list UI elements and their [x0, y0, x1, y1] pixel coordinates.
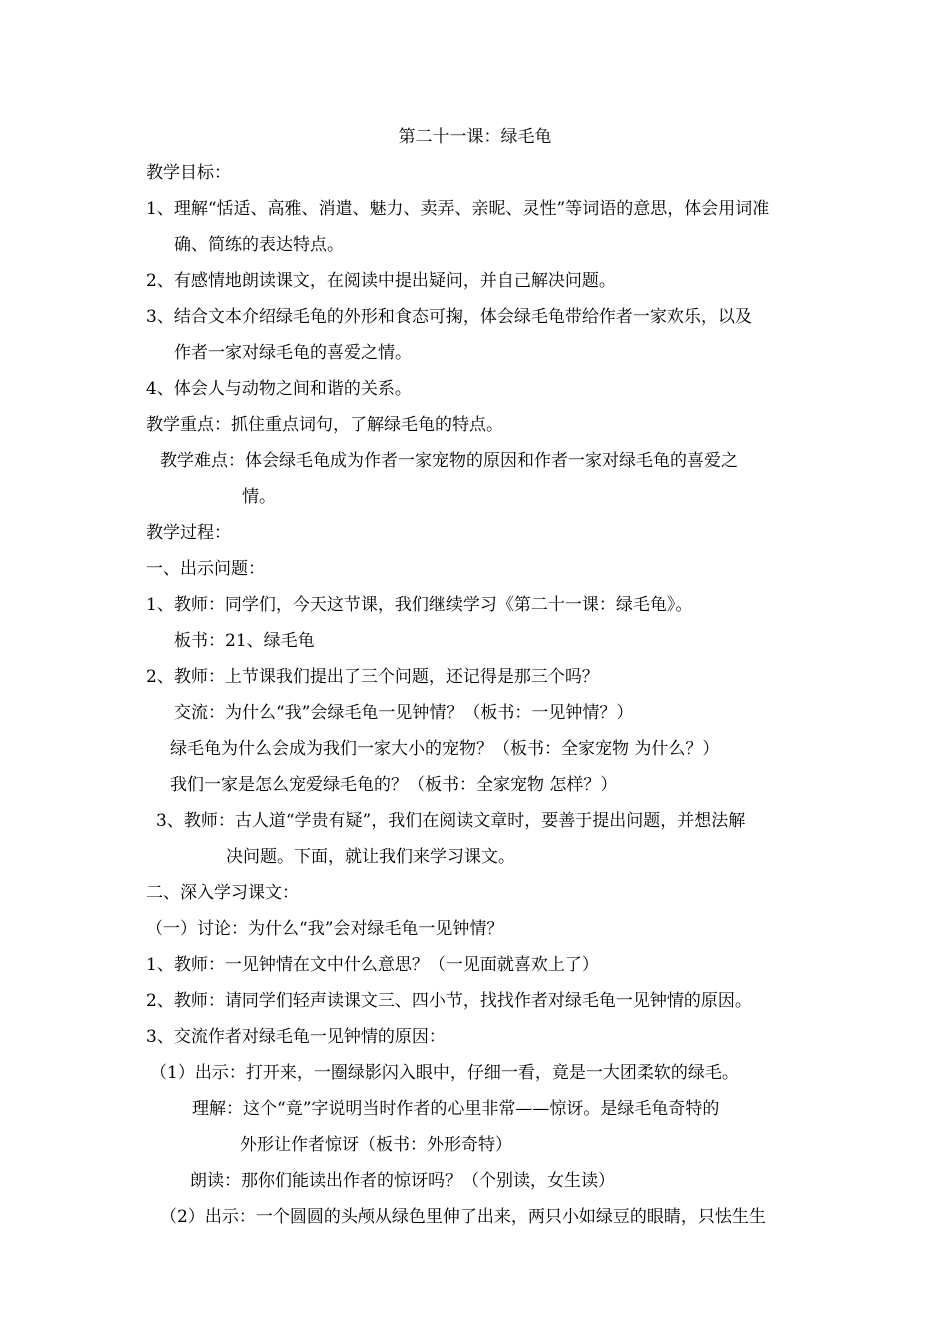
discussion-1-heading: （一）讨论：为什么“我”会对绿毛龟一见钟情？	[146, 919, 504, 939]
objective-4: 4、体会人与动物之间和谐的关系。	[146, 379, 412, 399]
discussion-step-2: 2、教师：请同学们轻声读课文三、四小节，找找作者对绿毛龟一见钟情的原因。	[146, 991, 752, 1011]
process-step-2: 2、教师：上节课我们提出了三个问题，还记得是那三个吗？	[146, 667, 599, 687]
lesson-title: 第二十一课：绿毛龟	[398, 127, 552, 147]
part-2-heading: 二、深入学习课文：	[146, 883, 299, 903]
discussion-step-1: 1、教师：一见钟情在文中什么意思？（一见面就喜欢上了）	[146, 955, 599, 975]
teaching-difficulty-continued: 情。	[242, 487, 276, 507]
understanding-note-continued: 外形让作者惊讶（板书：外形奇特）	[240, 1135, 512, 1155]
exchange-question-1: 交流：为什么“我”会绿毛龟一见钟情？（板书：一见钟情？）	[174, 703, 634, 723]
part-1-heading: 一、出示问题：	[146, 559, 265, 579]
exchange-question-2: 绿毛龟为什么会成为我们一家大小的宠物？（板书：全家宠物 为什么？）	[170, 739, 720, 759]
discussion-step-3: 3、交流作者对绿毛龟一见钟情的原因：	[146, 1027, 446, 1047]
process-step-1: 1、教师：同学们，今天这节课，我们继续学习《第二十一课：绿毛龟》。	[146, 595, 693, 615]
objective-2: 2、有感情地朗读课文，在阅读中提出疑问，并自己解决问题。	[146, 271, 616, 291]
process-step-3-continued: 决问题。下面，就让我们来学习课文。	[226, 847, 515, 867]
section-heading-process: 教学过程：	[146, 523, 231, 543]
reading-aloud-note: 朗读：那你们能读出作者的惊讶吗？（个别读，女生读）	[190, 1171, 615, 1191]
objective-1-continued: 确、简练的表达特点。	[174, 235, 344, 255]
understanding-note: 理解：这个“竟”字说明当时作者的心里非常——惊讶。是绿毛龟奇特的	[192, 1099, 720, 1119]
exchange-question-3: 我们一家是怎么宠爱绿毛龟的？（板书：全家宠物 怎样？）	[170, 775, 618, 795]
show-excerpt-1: （1）出示：打开来，一圈绿影闪入眼中，仔细一看，竟是一大团柔软的绿毛。	[150, 1063, 739, 1083]
board-note-title: 板书：21、绿毛龟	[174, 631, 315, 651]
objective-3-continued: 作者一家对绿毛龟的喜爱之情。	[174, 343, 412, 363]
process-step-3: 3、教师：古人道“学贵有疑”，我们在阅读文章时，要善于提出问题，并想法解	[156, 811, 746, 831]
show-excerpt-2: （2）出示：一个圆圆的头颅从绿色里伸了出来，两只小如绿豆的眼睛，只怯生生	[160, 1207, 766, 1227]
teaching-difficulty: 教学难点：体会绿毛龟成为作者一家宠物的原因和作者一家对绿毛龟的喜爱之	[160, 451, 738, 471]
section-heading-objectives: 教学目标：	[146, 163, 231, 183]
objective-3: 3、结合文本介绍绿毛龟的外形和食态可掬，体会绿毛龟带给作者一家欢乐，以及	[146, 307, 752, 327]
teaching-key-point: 教学重点：抓住重点词句，了解绿毛龟的特点。	[146, 415, 503, 435]
objective-1: 1、理解“恬适、高雅、消遣、魅力、卖弄、亲昵、灵性”等词语的意思，体会用词准	[146, 199, 770, 219]
